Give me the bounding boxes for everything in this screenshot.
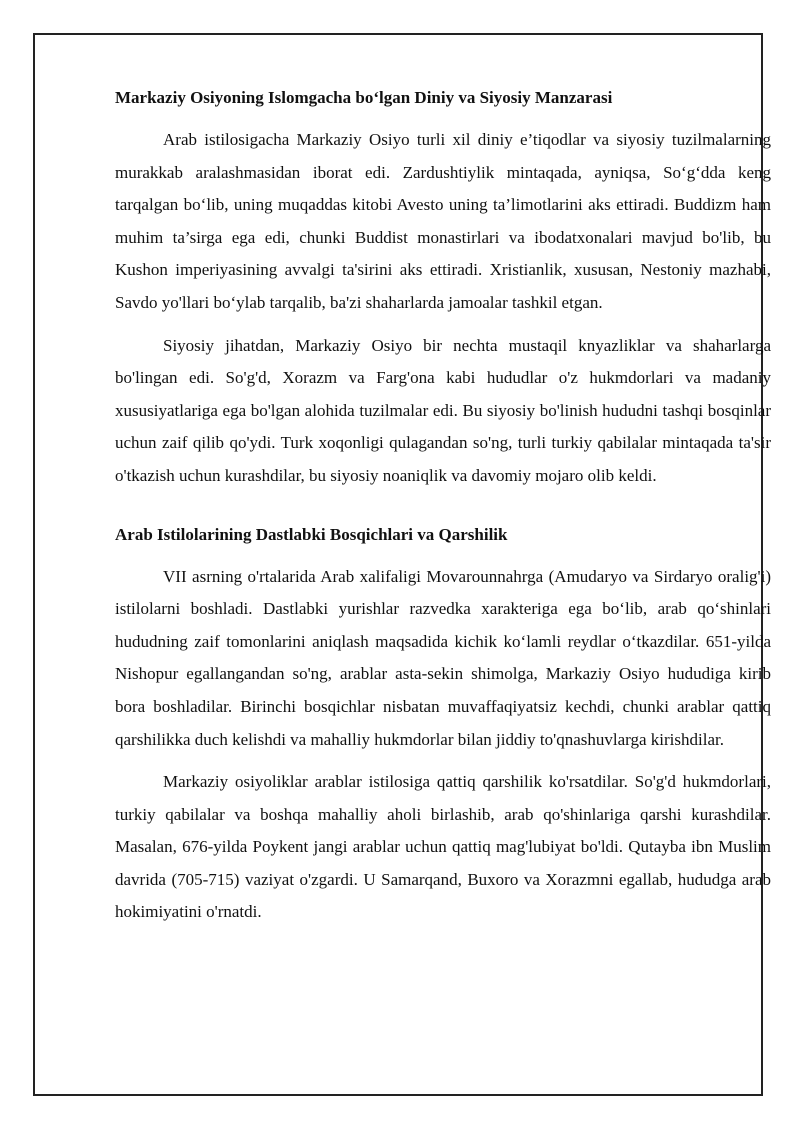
paragraph-2: Siyosiy jihatdan, Markaziy Osiyo bir nechta mustaqil knyazliklar va shaharlarga bo'lingan edi. So'g'd, Xorazm va Farg'ona kabi hududlar o'z hukmdorlari va madaniy xususiyatlariga ega bo'lgan alohida tuzilmalar edi. Bu siyosiy bo'linish hududni tashqi bosqinlar uchun zaif qilib qo'ydi. Turk xoqonligi qulagandan so'ng, turli turkiy qabilalar mintaqada ta'sir o'tkazish uchun kurashdilar, bu siyosiy noaniqlik va davomiy mojaro olib keldi. [115, 335, 771, 485]
document-body [115, 86, 771, 939]
paragraph-1: Arab istilosigacha Markaziy Osiyo turli xil diniy e’tiqodlar va siyosiy tuzilmalarning murakkab aralashmasidan iborat edi. Zardushtiylik mintaqada, ayniqsa, So‘g‘dda keng tarqalgan bo‘lib, uning muqaddas kitobi Avesto uning ta’limotlarini aks ettiradi. Buddizm ham muhim ta’sirga ega edi, chunki Buddist monastirlari va ibodatxonalari mavjud bo'lib, bu Kushon imperiyasining avvalgi ta'sirini aks ettiradi. Xristianlik, xususan, Nestoniy mazhabi, Savdo yo'llari bo‘ylab tarqalib, ba'zi shaharlarda jamoalar tashkil etgan. [115, 130, 771, 312]
section-heading-1: Markaziy Osiyoning Islomgacha bo‘lgan Diniy va Siyosiy Manzarasi [115, 88, 613, 107]
paragraph-4: Markaziy osiyoliklar arablar istilosiga qattiq qarshilik ko'rsatdilar. So'g'd hukmdorlari, turkiy qabilalar va boshqa mahalliy aholi birlashib, arab qo'shinlariga qarshi kurashdilar. Masalan, 676-yilda Poykent jangi arablar uchun qattiq mag'lubiyat bo'ldi. Qutayba ibn Muslim davrida (705-715) vaziyat o'zgardi. U Samarqand, Buxoro va Xorazmni egallab, hududga arab hokimiyatini o'rnatdi. [115, 772, 771, 922]
paragraph-3: VII asrning o'rtalarida Arab xalifaligi Movarounnahrga (Amudaryo va Sirdaryo oralig'i) istilolarni boshladi. Dastlabki yurishlar razvedka xarakteriga ega bo‘lib, arab qo‘shinlari hududning zaif tomonlarini aniqlash maqsadida kichik ko‘lamli reydlar o‘tkazdilar. 651-yilda Nishopur egallangandan so'ng, arablar asta-sekin shimolga, Markaziy Osiyo hududiga kirib bora boshladilar. Birinchi bosqichlar nisbatan muvaffaqiyatsiz kechdi, chunki arablar qattiq qarshilikka duch kelishdi va mahalliy hukmdorlar bilan jiddiy to'qnashuvlarga kirishdilar. [115, 566, 771, 749]
section-heading-2: Arab Istilolarining Dastlabki Bosqichlari va Qarshilik [115, 524, 508, 544]
